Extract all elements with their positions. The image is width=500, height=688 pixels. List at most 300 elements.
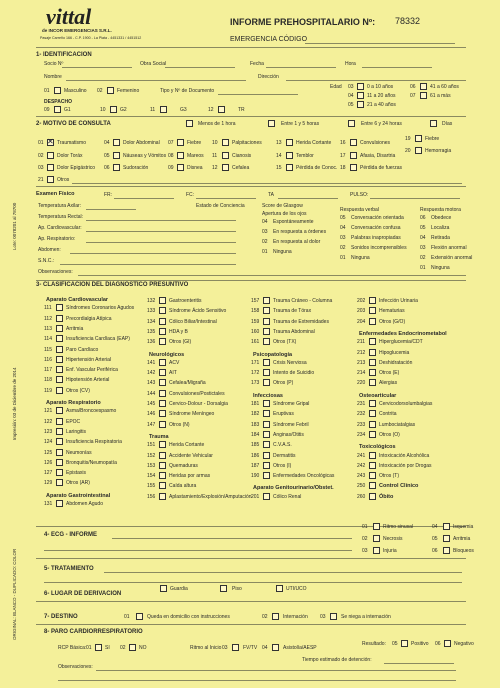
diag-checkbox[interactable]: [56, 376, 63, 383]
diag-checkbox[interactable]: [369, 493, 376, 500]
diag-checkbox[interactable]: [159, 379, 166, 386]
motivo-label: Pérdida de Conoc.: [296, 165, 338, 171]
ecg-arritmia[interactable]: [443, 535, 450, 542]
fiebre-checkbox[interactable]: [177, 139, 184, 146]
diag-checkbox[interactable]: [263, 379, 270, 386]
diag-checkbox[interactable]: [56, 500, 63, 507]
diag-checkbox[interactable]: [263, 359, 270, 366]
motivo-label: Convulsiones: [360, 140, 391, 146]
diag-label: Enf. Vascular Periférica: [66, 367, 118, 374]
emergency-code-label: EMERGENCIA CÓDIGO: [230, 36, 308, 43]
diag-checkbox[interactable]: [159, 400, 166, 407]
time-less-1h[interactable]: [186, 120, 193, 127]
diag-label: Lumbociatalgias: [379, 421, 416, 428]
diag-label: HDA y B: [169, 328, 188, 335]
diag-checkbox[interactable]: [369, 307, 376, 314]
guardia-checkbox[interactable]: [160, 585, 167, 592]
ecg-isquemia[interactable]: [443, 523, 450, 530]
diag-code: 181: [251, 401, 260, 407]
age-0-10[interactable]: [357, 83, 364, 90]
tr-checkbox[interactable]: [218, 106, 225, 113]
diag-code: 124: [44, 439, 53, 446]
glasgow-option[interactable]: Ninguna: [273, 249, 292, 255]
glasgow-option[interactable]: Ninguna: [431, 265, 450, 271]
diag-category-heading: Infecciosas: [253, 392, 283, 399]
diag-checkbox[interactable]: [159, 328, 166, 335]
socio-field[interactable]: [62, 67, 132, 68]
motivo-label: Dolor Epigástrico: [57, 165, 96, 171]
diag-label: Precordialgia Atípica: [66, 315, 112, 322]
diag-code: 184: [251, 431, 260, 438]
fecha-field[interactable]: [266, 67, 336, 68]
diag-label: Insuficiencia Respiratoria: [66, 439, 122, 446]
femenino-checkbox[interactable]: [107, 87, 114, 94]
rcp-no[interactable]: [129, 644, 136, 651]
diag-label: Síndrome Meníngeo: [169, 411, 215, 418]
diag-checkbox[interactable]: [263, 462, 270, 469]
resp-label: Ap. Respiratorio:: [38, 236, 76, 242]
diag-checkbox[interactable]: [56, 449, 63, 456]
ecg-label: Arritmia: [453, 536, 471, 542]
form-number: 78332: [395, 16, 421, 26]
diag-checkbox[interactable]: [263, 369, 270, 376]
diag-checkbox[interactable]: [159, 369, 166, 376]
diag-label: Otros (E): [379, 370, 400, 377]
diag-checkbox[interactable]: [369, 400, 376, 407]
lote-text: Lote: 0078201 al 78700: [12, 202, 17, 250]
palpitaciones-checkbox[interactable]: [222, 139, 229, 146]
diag-code: 143: [147, 380, 156, 387]
glasgow-option[interactable]: Retirada: [431, 235, 450, 241]
diag-label: Intento de Suicidio: [273, 370, 315, 377]
ecg-label: Ritmo sinusal: [383, 524, 414, 530]
sudoracion-checkbox[interactable]: [113, 164, 120, 171]
afasia-checkbox[interactable]: [350, 152, 357, 159]
ecg-bloqueos[interactable]: [443, 547, 450, 554]
diag-checkbox[interactable]: [159, 462, 166, 469]
ecg-field-2[interactable]: [44, 550, 352, 551]
g3-checkbox[interactable]: [160, 106, 167, 113]
diag-checkbox[interactable]: [263, 452, 270, 459]
temp-rectal-field[interactable]: [86, 220, 236, 221]
diag-label: Hematurias: [379, 308, 405, 315]
cianosis-checkbox[interactable]: [222, 152, 229, 159]
diag-code: 119: [44, 387, 52, 394]
diag-checkbox[interactable]: [56, 407, 63, 414]
diag-checkbox[interactable]: [263, 472, 270, 479]
motivo-label: Cianosis: [232, 153, 252, 159]
diag-code: 172: [251, 370, 260, 377]
diag-checkbox[interactable]: [56, 387, 63, 394]
diag-checkbox[interactable]: [369, 318, 376, 325]
nombre-field[interactable]: [66, 80, 246, 81]
hemorragia-checkbox[interactable]: [415, 147, 422, 154]
tiempo-label: Tiempo estimado de detención:: [302, 657, 372, 663]
nauseas-checkbox[interactable]: [113, 152, 120, 159]
diag-code: 117: [44, 367, 52, 374]
age-41-60[interactable]: [420, 83, 427, 90]
ritmo-fvtv[interactable]: [232, 644, 239, 651]
diag-label: AIT: [169, 370, 177, 377]
destino-domicilio[interactable]: [136, 613, 143, 620]
glasgow-option[interactable]: Localiza: [431, 225, 450, 231]
diag-code: 242: [357, 462, 366, 469]
derivacion-label: UTI/UCO: [286, 586, 307, 592]
impresion-text: Impresión: 03 de Diciembre de 2014: [12, 367, 17, 440]
ecg-ritmo-sinusal[interactable]: [373, 523, 380, 530]
diag-checkbox[interactable]: [56, 428, 63, 435]
diag-checkbox[interactable]: [369, 338, 376, 345]
resp-field[interactable]: [86, 242, 236, 243]
glasgow-option[interactable]: Sonidos incomprensibles: [351, 245, 407, 251]
diag-checkbox[interactable]: [369, 369, 376, 376]
diag-code: 135: [147, 328, 156, 335]
diag-label: Intoxicación por Drogas: [379, 462, 432, 469]
resultado-negativo[interactable]: [444, 640, 451, 647]
age-11-20[interactable]: [357, 92, 364, 99]
diag-code: 134: [147, 318, 156, 325]
diag-checkbox[interactable]: [56, 418, 63, 425]
motivo-label: Otros: [57, 177, 70, 183]
diag-label: Trauma Abdominal: [273, 328, 315, 335]
obs-field[interactable]: [78, 275, 466, 276]
diag-code: 133: [147, 308, 156, 315]
cardio-field[interactable]: [86, 231, 236, 232]
otros-field[interactable]: [72, 183, 462, 184]
diag-checkbox[interactable]: [159, 359, 166, 366]
diag-category-heading: Toxicológicos: [359, 444, 396, 451]
diag-code: 243: [357, 473, 366, 480]
traumatismo-checkbox[interactable]: [47, 139, 54, 146]
diag-label: Abdomen Agudo: [66, 501, 103, 507]
diag-label: Hipotensión Arterial: [66, 377, 110, 384]
diag-checkbox[interactable]: [369, 349, 376, 356]
ecg-label: Necrosis: [383, 536, 403, 542]
otros-checkbox[interactable]: [47, 176, 54, 183]
diag-checkbox[interactable]: [263, 307, 270, 314]
diag-checkbox[interactable]: [56, 304, 63, 311]
glasgow-option[interactable]: Flexión anormal: [431, 245, 467, 251]
diag-label: Trauma Cráneo - Columna: [273, 298, 333, 304]
dolor-torax-checkbox[interactable]: [47, 152, 54, 159]
diag-checkbox[interactable]: [263, 441, 270, 448]
snc-field[interactable]: [60, 264, 236, 265]
diag-checkbox[interactable]: [369, 359, 376, 366]
diag-label: Otros (GI): [169, 339, 192, 346]
destino-internacion[interactable]: [272, 613, 279, 620]
glasgow-option[interactable]: Conversación orientada: [351, 215, 404, 221]
diag-checkbox[interactable]: [56, 335, 63, 342]
motivo-label: Herida Cortante: [296, 140, 332, 146]
diag-checkbox[interactable]: [263, 338, 270, 345]
diag-label: EPOC: [66, 418, 81, 425]
diag-checkbox[interactable]: [159, 338, 166, 345]
dolor-epigastrico-checkbox[interactable]: [47, 164, 54, 171]
diag-label: Neumonías: [66, 449, 92, 456]
diag-checkbox[interactable]: [263, 410, 270, 417]
direccion-label: Dirección: [258, 74, 279, 80]
diag-checkbox[interactable]: [56, 356, 63, 363]
diag-checkbox[interactable]: [56, 469, 63, 476]
disnea-checkbox[interactable]: [177, 164, 184, 171]
diag-checkbox[interactable]: [159, 390, 166, 397]
tratamiento-field-2[interactable]: [44, 582, 462, 583]
perdida-fuerzas-checkbox[interactable]: [350, 164, 357, 171]
obs-label: Observaciones:: [38, 269, 73, 275]
glasgow-option[interactable]: Espontáneamente: [273, 219, 314, 225]
diag-checkbox[interactable]: [56, 438, 63, 445]
diag-code: 201: [251, 493, 260, 500]
g2-checkbox[interactable]: [110, 106, 117, 113]
diag-checkbox[interactable]: [159, 410, 166, 417]
dolor-abdominal-checkbox[interactable]: [113, 139, 120, 146]
motivo-label: Náuseas y Vómitos: [123, 153, 167, 159]
fc-field[interactable]: [196, 198, 256, 199]
diag-checkbox[interactable]: [263, 431, 270, 438]
pulso-field[interactable]: [370, 198, 460, 199]
diag-label: Caída altura: [169, 483, 197, 490]
diag-code: 112: [44, 315, 52, 322]
diag-code: 145: [147, 401, 156, 407]
fr-label: FR:: [104, 192, 113, 198]
age-label: 0 a 10 años: [367, 84, 394, 90]
diag-checkbox[interactable]: [159, 441, 166, 448]
diag-category-heading: Neurológicos: [149, 351, 185, 358]
diag-label: Hipertensión Arterial: [66, 356, 112, 363]
diag-code: 213: [357, 359, 366, 366]
fiebre-2-checkbox[interactable]: [415, 135, 422, 142]
diag-code: 115: [44, 346, 52, 353]
section-destino: 7- DESTINO: [44, 614, 78, 620]
rcp-si-label: SI: [105, 645, 110, 651]
time-label: Menos de 1 hora: [198, 121, 236, 127]
diag-label: Cólico Renal: [273, 493, 302, 500]
diag-checkbox[interactable]: [159, 472, 166, 479]
diag-label: Síndrome Febril: [273, 421, 309, 428]
diag-label: C.V.A.S.: [273, 442, 292, 449]
g1-checkbox[interactable]: [54, 106, 61, 113]
company-name: de INCOR EMERGENCIAS S.R.L.: [42, 28, 112, 33]
diag-checkbox[interactable]: [263, 400, 270, 407]
diag-category-heading: Psicopatología: [253, 351, 293, 358]
diag-checkbox[interactable]: [369, 421, 376, 428]
documento-label: Tipo y Nº de Documento: [160, 88, 215, 94]
diag-checkbox[interactable]: [263, 493, 270, 500]
diag-checkbox[interactable]: [369, 452, 376, 459]
diag-checkbox[interactable]: [369, 297, 376, 304]
diag-checkbox[interactable]: [56, 315, 63, 322]
perdida-conoc-checkbox[interactable]: [286, 164, 293, 171]
piso-checkbox[interactable]: [220, 585, 227, 592]
glasgow-option[interactable]: Conversación confusa: [351, 225, 401, 231]
glasgow-option[interactable]: Palabras inapropiadas: [351, 235, 401, 241]
fecha-label: Fecha: [250, 61, 264, 67]
diag-code: 114: [44, 336, 52, 343]
resultado-positivo[interactable]: [401, 640, 408, 647]
diag-code: 156: [147, 493, 156, 500]
fc-label: FC:: [186, 192, 195, 198]
obra-field[interactable]: [165, 67, 235, 68]
snc-label: S.N.C.:: [38, 258, 55, 264]
diag-label: Síndrome Ácido Sensitivo: [169, 308, 227, 315]
diag-code: 146: [147, 411, 156, 418]
direccion-field[interactable]: [286, 80, 466, 81]
abdomen-label: Abdomen:: [38, 247, 61, 253]
destino-niega[interactable]: [330, 613, 337, 620]
diag-checkbox[interactable]: [369, 410, 376, 417]
diag-checkbox[interactable]: [159, 493, 166, 500]
glasgow-option[interactable]: Ninguna: [351, 255, 370, 261]
motivo-label: Pérdida de fuerzas: [360, 165, 402, 171]
herida-cortante-checkbox[interactable]: [286, 139, 293, 146]
motivo-label: Palpitaciones: [232, 140, 262, 146]
ritmo-asistolia[interactable]: [272, 644, 279, 651]
diag-label: Asma/Broncoespasmo: [66, 408, 117, 415]
diag-checkbox[interactable]: [263, 318, 270, 325]
diag-label: Otros (T): [379, 473, 399, 480]
diag-checkbox[interactable]: [159, 482, 166, 489]
ta-field[interactable]: [278, 198, 338, 199]
section-identificacion: 1- IDENTIFICACION: [36, 52, 92, 58]
diag-code: 250: [357, 483, 366, 490]
diag-code: 127: [44, 470, 53, 477]
glasgow-option[interactable]: Extensión anormal: [431, 255, 473, 261]
tr-label: TR: [238, 107, 245, 113]
diag-checkbox[interactable]: [159, 318, 166, 325]
diag-label: Otros (AR): [66, 480, 90, 487]
diag-checkbox[interactable]: [56, 366, 63, 373]
diag-label: Herida Cortante: [169, 442, 205, 449]
diag-code: 211: [357, 339, 365, 346]
age-61[interactable]: [420, 92, 427, 99]
time-dias[interactable]: [430, 120, 437, 127]
diag-checkbox[interactable]: [263, 328, 270, 335]
ecg-label: Bloqueos: [453, 548, 474, 554]
diag-checkbox[interactable]: [159, 297, 166, 304]
diag-code: 136: [147, 339, 156, 346]
mareos-checkbox[interactable]: [177, 152, 184, 159]
cefalea-checkbox[interactable]: [222, 164, 229, 171]
diag-code: 232: [357, 411, 366, 418]
tiempo-field[interactable]: [384, 663, 454, 664]
uti-checkbox[interactable]: [276, 585, 283, 592]
despacho-label: DESPACHO: [44, 99, 72, 105]
temp-axilar-field[interactable]: [86, 209, 136, 210]
negativo-label: Negativo: [454, 641, 474, 647]
diag-checkbox[interactable]: [56, 346, 63, 353]
ecg-label: Isquemia: [453, 524, 474, 530]
diag-label: Heridas por armas: [169, 473, 211, 480]
diag-code: 125: [44, 449, 53, 456]
diag-label: Crisis Nerviosa: [273, 359, 307, 366]
documento-field[interactable]: [218, 94, 298, 95]
ecg-field[interactable]: [112, 538, 352, 539]
tratamiento-field[interactable]: [104, 572, 462, 573]
diag-label: Epistaxis: [66, 470, 87, 477]
rcp-label: RCP Básica:: [58, 645, 87, 651]
diag-label: Otros (P): [273, 380, 294, 387]
diag-code: 158: [251, 308, 260, 315]
diag-category-heading: Aparato Gastrointestinal: [46, 492, 111, 499]
diag-checkbox[interactable]: [159, 421, 166, 428]
diag-label: Infección Urinaria: [379, 298, 418, 304]
ritmo-label: Ritmo al Inicio: [190, 645, 222, 651]
section-tratamiento: 5- TRATAMIENTO: [44, 566, 94, 572]
company-address: Pasaje Carreño 166 - C.P. 1900 - La Plata - 4451331 / 4451512: [40, 36, 142, 40]
diag-code: 260: [357, 493, 366, 500]
motivo-label: Fiebre: [425, 136, 440, 142]
positivo-label: Positivo: [411, 641, 429, 647]
time-6-24h[interactable]: [348, 120, 355, 127]
diag-checkbox[interactable]: [369, 379, 376, 386]
rcp-si[interactable]: [95, 644, 102, 651]
g-label: G3: [180, 107, 187, 113]
diag-code: 152: [147, 452, 156, 459]
g-label: G1: [64, 107, 71, 113]
motivo-label: Dolor Toráx: [57, 153, 83, 159]
glasgow-option[interactable]: En respuesta al dolor: [273, 239, 321, 245]
section-ecg: 4- ECG - INFORME: [44, 532, 98, 538]
diag-checkbox[interactable]: [369, 431, 376, 438]
temp-rectal-label: Temperatura Rectal:: [38, 214, 84, 220]
diag-checkbox[interactable]: [369, 472, 376, 479]
diag-checkbox[interactable]: [369, 482, 376, 489]
diag-checkbox[interactable]: [56, 459, 63, 466]
edad-label: Edad: [330, 84, 342, 90]
diag-label: Otros (TX): [273, 339, 297, 346]
abdomen-field[interactable]: [70, 253, 236, 254]
diag-checkbox[interactable]: [263, 297, 270, 304]
diag-code: 141: [147, 359, 156, 366]
convulsiones-checkbox[interactable]: [350, 139, 357, 146]
age-label: 21 a 40 años: [367, 102, 396, 108]
diag-label: Enfermedades Oncológicas: [273, 473, 335, 480]
diag-checkbox[interactable]: [56, 325, 63, 332]
diag-label: Cefalea/Migraña: [169, 380, 206, 387]
time-1-5h[interactable]: [268, 120, 275, 127]
diag-checkbox[interactable]: [369, 462, 376, 469]
diag-checkbox[interactable]: [56, 479, 63, 486]
motivo-label: Sudoración: [123, 165, 149, 171]
diag-code: 231: [357, 401, 366, 407]
diag-code: 111: [44, 305, 52, 312]
diag-label: Insuficiencia Cardíaca (EAP): [66, 336, 130, 343]
diag-code: 182: [251, 411, 260, 418]
diag-checkbox[interactable]: [159, 307, 166, 314]
hora-field[interactable]: [362, 67, 432, 68]
conciencia-label: Estado de Conciencia: [196, 203, 245, 209]
fr-field[interactable]: [114, 198, 174, 199]
temblor-checkbox[interactable]: [286, 152, 293, 159]
masculino-checkbox[interactable]: [54, 87, 61, 94]
diag-label: Síndrome Gripal: [273, 401, 310, 407]
age-21-40[interactable]: [357, 101, 364, 108]
age-label: 11 a 20 años: [367, 93, 396, 99]
destino-label: Queda en domicilio con instrucciones: [147, 614, 230, 620]
diag-checkbox[interactable]: [263, 421, 270, 428]
diag-code: 241: [357, 452, 366, 459]
ecg-injuria[interactable]: [373, 547, 380, 554]
diag-code: 121: [44, 408, 53, 415]
glasgow-option[interactable]: En respuesta a órdenes: [273, 229, 327, 235]
ecg-necrosis[interactable]: [373, 535, 380, 542]
paro-obs-field[interactable]: [96, 670, 456, 671]
ecg-label: Injuria: [383, 548, 397, 554]
diag-checkbox[interactable]: [159, 452, 166, 459]
diag-label: Contrita: [379, 411, 397, 418]
diag-label: Cervicodorsolumbalgias: [379, 401, 433, 407]
glasgow-option[interactable]: Obedece: [431, 215, 452, 221]
